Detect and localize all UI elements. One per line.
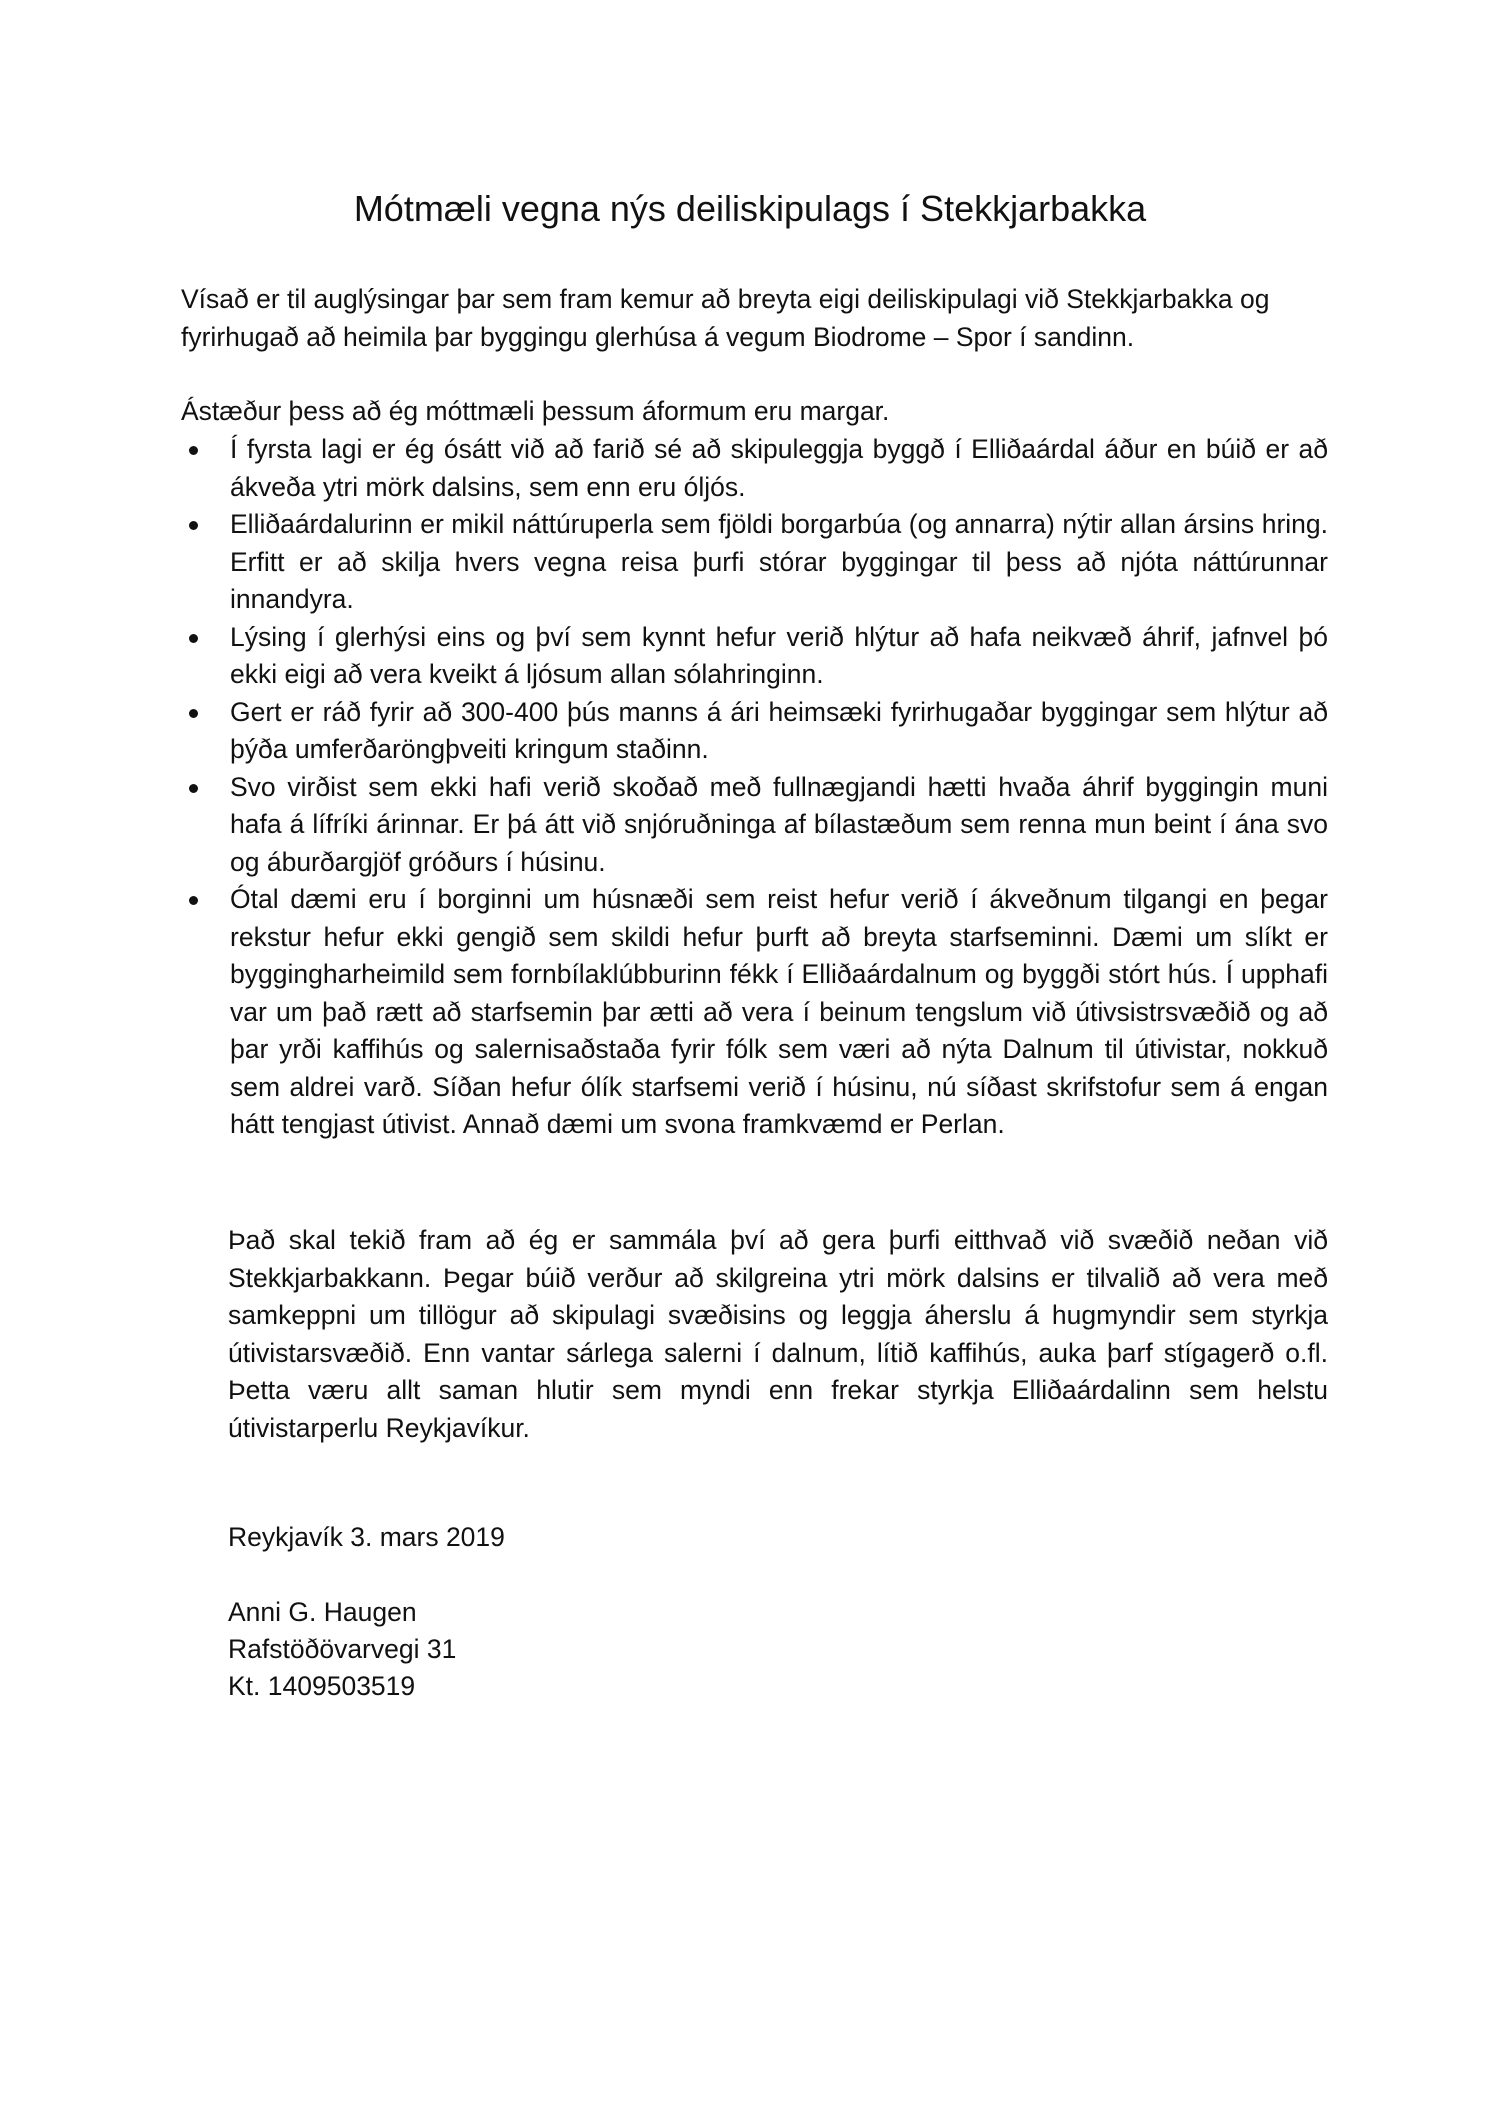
list-item-text: Í fyrsta lagi er ég ósátt við að farið sé að skipuleggja byggð í Elliðaárdal áður en búið er að ákveða ytri mörk dalsins, sem enn eru óljós. [230, 434, 1328, 502]
list-item [230, 694, 1328, 769]
list-item [230, 431, 1328, 506]
signer-id-number: Kt. 1409503519 [228, 1671, 416, 1701]
signer-address: Rafstöðövarvegi 31 [228, 1634, 457, 1664]
reasons-lead: Ástæður þess að ég móttmæli þessum áformum eru margar. [181, 396, 890, 426]
list-item [230, 881, 1328, 1144]
signer-name: Anni G. Haugen [228, 1597, 417, 1627]
agreement-paragraph: Það skal tekið fram að ég er sammála því að gera þurfi eitthvað við svæðið neðan við Stekkjarbakkann. Þegar búið verður að skilgreina ytri mörk dalsins er tilvalið að vera með samkeppni um tillögur að skipulagi svæðisins og leggja áherslu á hugmyndir sem styrkja útivistarsvæðið. Enn vantar sárlega salerni í dalnum, lítið kaffihús, auka þarf stígagerð o.fl. Þetta væru allt saman hlutir sem myndi enn frekar styrkja Elliðaárdalinn sem helstu útivistarperlu Reykjavíkur. [228, 1225, 1328, 1443]
document-title: Mótmæli vegna nýs deiliskipulags í Stekkjarbakka [353, 188, 1147, 229]
list-item-text: Elliðaárdalurinn er mikil náttúruperla sem fjöldi borgarbúa (og annarra) nýtir allan ársins hring. Erfitt er að skilja hvers vegna reisa þurfi stórar byggingar til þess að njóta náttúrunnar innandyra. [230, 509, 1328, 614]
list-item-text: Svo virðist sem ekki hafi verið skoðað með fullnægjandi hætti hvaða áhrif byggingin muni hafa á lífríki árinnar. Er þá átt við snjóruðninga af bílastæðum sem renna mun beint í ána svo og áburðargjöf gróðurs í húsinu. [230, 771, 1328, 877]
bullet-icon [189, 709, 198, 718]
list-item [230, 769, 1328, 882]
list-item-text: Gert er ráð fyrir að 300-400 þús manns á ári heimsæki fyrirhugaðar byggingar sem hlýtur að þýða umferðaröngþveiti kringum staðinn. [230, 696, 1328, 764]
list-item-text: Ótal dæmi eru í borginni um húsnæði sem reist hefur verið í ákveðnum tilgangi en þegar rekstur hefur ekki gengið sem skildi hefur þurft að breyta starfseminni. Dæmi um slíkt er byggingharheimild sem fornbílaklúbburinn fékk í Elliðaárdalnum og byggði stórt hús. Í upphafi var um það rætt að starfsemin þar ætti að vera í beinum tengslum við útivsistrsvæðið og að þar yrði kaffihús og salernisaðstaða fyrir fólk sem væri að nýta Dalnum til útivistar, nokkuð sem aldrei varð. Síðan hefur ólík starfsemi verið í húsinu, nú síðast skrifstofur sem á engan hátt tengjast útivist. Annað dæmi um svona framkvæmd er Perlan. [230, 884, 1328, 1139]
date-line: Reykjavík 3. mars 2019 [228, 1522, 505, 1552]
bullet-icon [189, 521, 198, 530]
intro-paragraph: Vísað er til auglýsingar þar sem fram kemur að breyta eigi deiliskipulagi við Stekkjarbakka og fyrirhugað að heimila þar byggingu glerhúsa á vegum Biodrome – Spor í sandinn. [181, 284, 1270, 352]
list-item [230, 619, 1328, 694]
bullet-icon [189, 446, 198, 455]
bullet-icon [189, 634, 198, 643]
list-item-text: Lýsing í glerhýsi eins og því sem kynnt hefur verið hlýtur að hafa neikvæð áhrif, jafnvel þó ekki eigi að vera kveikt á ljósum allan sólahringinn. [230, 621, 1328, 689]
reasons-list [230, 431, 1328, 1144]
bullet-icon [189, 784, 198, 793]
list-item [230, 506, 1328, 619]
bullet-icon [189, 896, 198, 905]
